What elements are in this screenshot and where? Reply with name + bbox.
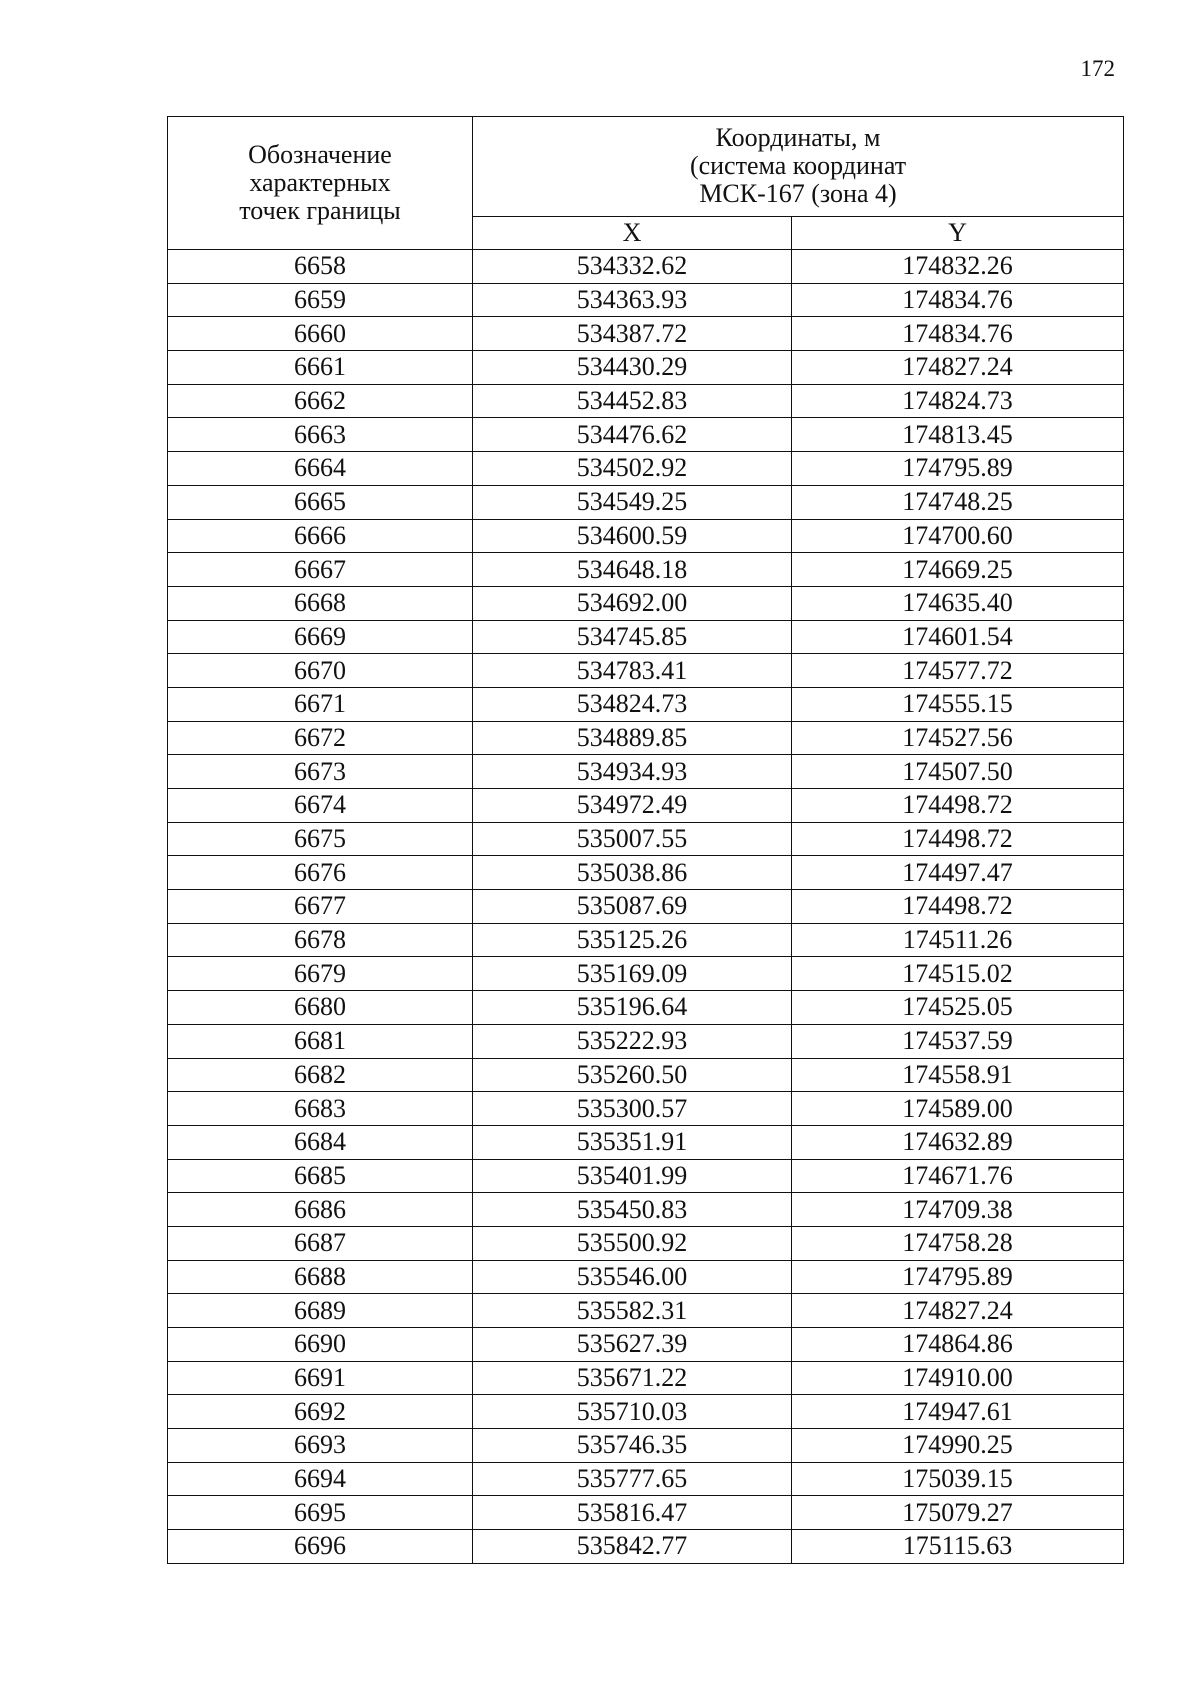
cell-x: 535842.77: [473, 1530, 792, 1564]
cell-point: 6664: [168, 452, 473, 486]
table-row: [168, 687, 1124, 721]
table-row: [168, 1429, 1124, 1463]
table-row: [168, 1058, 1124, 1092]
table-row: [168, 1226, 1124, 1260]
cell-point: 6692: [168, 1395, 473, 1429]
cell-x: 535087.69: [473, 890, 792, 924]
cell-point: 6695: [168, 1496, 473, 1530]
table-row: [168, 789, 1124, 823]
cell-y: 174635.40: [792, 586, 1124, 620]
cell-x: 535777.65: [473, 1462, 792, 1496]
cell-x: 535500.92: [473, 1226, 792, 1260]
cell-point: 6677: [168, 890, 473, 924]
header-designation-line-3: точек границы: [239, 196, 401, 225]
cell-x: 535125.26: [473, 923, 792, 957]
cell-y: 174498.72: [792, 789, 1124, 823]
cell-x: 535007.55: [473, 822, 792, 856]
cell-y: 174832.26: [792, 250, 1124, 284]
table-row: [168, 991, 1124, 1025]
cell-point: 6658: [168, 250, 473, 284]
cell-y: 175039.15: [792, 1462, 1124, 1496]
table-row: [168, 620, 1124, 654]
cell-x: 535260.50: [473, 1058, 792, 1092]
table-row: [168, 1530, 1124, 1564]
cell-point: 6680: [168, 991, 473, 1025]
cell-point: 6668: [168, 586, 473, 620]
cell-x: 535816.47: [473, 1496, 792, 1530]
table-row: [168, 317, 1124, 351]
cell-point: 6659: [168, 283, 473, 317]
table-row: [168, 1159, 1124, 1193]
cell-y: 174748.25: [792, 485, 1124, 519]
cell-point: 6696: [168, 1530, 473, 1564]
table-row: [168, 283, 1124, 317]
table-row: [168, 250, 1124, 284]
cell-y: 174632.89: [792, 1125, 1124, 1159]
cell-x: 534824.73: [473, 687, 792, 721]
cell-x: 535582.31: [473, 1294, 792, 1328]
cell-x: 534430.29: [473, 351, 792, 385]
cell-y: 174827.24: [792, 1294, 1124, 1328]
table-row: [168, 519, 1124, 553]
table-row: [168, 553, 1124, 587]
cell-x: 535546.00: [473, 1260, 792, 1294]
cell-point: 6663: [168, 418, 473, 452]
cell-point: 6671: [168, 687, 473, 721]
cell-x: 535746.35: [473, 1429, 792, 1463]
cell-x: 534600.59: [473, 519, 792, 553]
header-coords-line-2: (система координат: [689, 151, 907, 181]
cell-y: 174758.28: [792, 1226, 1124, 1260]
cell-x: 535627.39: [473, 1328, 792, 1362]
cell-y: 174990.25: [792, 1429, 1124, 1463]
table-row: [168, 1462, 1124, 1496]
cell-x: 534889.85: [473, 721, 792, 755]
table-row: [168, 1361, 1124, 1395]
cell-x: 535222.93: [473, 1024, 792, 1058]
table-row: [168, 923, 1124, 957]
header-point-designation: [168, 117, 473, 250]
cell-point: 6674: [168, 789, 473, 823]
cell-point: 6679: [168, 957, 473, 991]
cell-point: 6694: [168, 1462, 473, 1496]
page-number: 172: [1080, 56, 1115, 81]
cell-point: 6685: [168, 1159, 473, 1193]
header-coords-line-1: Координаты, м: [715, 123, 881, 153]
cell-point: 6676: [168, 856, 473, 890]
cell-y: 174669.25: [792, 553, 1124, 587]
cell-y: 174558.91: [792, 1058, 1124, 1092]
cell-y: 174515.02: [792, 957, 1124, 991]
cell-x: 534363.93: [473, 283, 792, 317]
cell-y: 174709.38: [792, 1193, 1124, 1227]
cell-point: 6666: [168, 519, 473, 553]
cell-y: 174537.59: [792, 1024, 1124, 1058]
cell-y: 174910.00: [792, 1361, 1124, 1395]
table-row: [168, 418, 1124, 452]
cell-x: 534692.00: [473, 586, 792, 620]
cell-x: 535169.09: [473, 957, 792, 991]
table-row: [168, 1260, 1124, 1294]
table-row: [168, 1125, 1124, 1159]
cell-y: 174671.76: [792, 1159, 1124, 1193]
cell-point: 6667: [168, 553, 473, 587]
cell-point: 6691: [168, 1361, 473, 1395]
cell-point: 6690: [168, 1328, 473, 1362]
table-row: [168, 1193, 1124, 1227]
cell-y: 174589.00: [792, 1092, 1124, 1126]
cell-x: 534332.62: [473, 250, 792, 284]
cell-y: 174834.76: [792, 317, 1124, 351]
cell-point: 6686: [168, 1193, 473, 1227]
header-coords-line-3: МСК-167 (зона 4): [699, 179, 897, 209]
cell-point: 6684: [168, 1125, 473, 1159]
table-row: [168, 1294, 1124, 1328]
table-row: [168, 351, 1124, 385]
cell-x: 534549.25: [473, 485, 792, 519]
table-row: [168, 721, 1124, 755]
table-row: [168, 890, 1124, 924]
cell-y: 174527.56: [792, 721, 1124, 755]
table-row: [168, 822, 1124, 856]
cell-x: 535401.99: [473, 1159, 792, 1193]
cell-x: 535196.64: [473, 991, 792, 1025]
cell-x: 534745.85: [473, 620, 792, 654]
header-designation-line-2: характерных: [249, 168, 391, 197]
table-row: [168, 452, 1124, 486]
cell-x: 534972.49: [473, 789, 792, 823]
header-coordinates: [473, 117, 1124, 217]
table-row: [168, 1024, 1124, 1058]
cell-point: 6661: [168, 351, 473, 385]
cell-y: 174497.47: [792, 856, 1124, 890]
cell-y: 175115.63: [792, 1530, 1124, 1564]
header-y: Y: [792, 216, 1124, 249]
table-row: [168, 856, 1124, 890]
cell-x: 534502.92: [473, 452, 792, 486]
cell-x: 534452.83: [473, 384, 792, 418]
cell-x: 534387.72: [473, 317, 792, 351]
cell-point: 6688: [168, 1260, 473, 1294]
cell-y: 175079.27: [792, 1496, 1124, 1530]
cell-point: 6665: [168, 485, 473, 519]
cell-y: 174601.54: [792, 620, 1124, 654]
header-x: X: [473, 216, 792, 249]
cell-x: 534648.18: [473, 553, 792, 587]
cell-y: 174834.76: [792, 283, 1124, 317]
cell-y: 174577.72: [792, 654, 1124, 688]
cell-point: 6681: [168, 1024, 473, 1058]
table-row: [168, 755, 1124, 789]
cell-x: 534783.41: [473, 654, 792, 688]
cell-y: 174555.15: [792, 687, 1124, 721]
table-header: [168, 117, 1124, 250]
table-row: [168, 957, 1124, 991]
cell-point: 6669: [168, 620, 473, 654]
cell-point: 6670: [168, 654, 473, 688]
table-row: [168, 1395, 1124, 1429]
cell-y: 174525.05: [792, 991, 1124, 1025]
cell-point: 6678: [168, 923, 473, 957]
table-row: [168, 384, 1124, 418]
cell-point: 6687: [168, 1226, 473, 1260]
cell-y: 174498.72: [792, 822, 1124, 856]
table-row: [168, 586, 1124, 620]
cell-point: 6662: [168, 384, 473, 418]
table-row: [168, 1092, 1124, 1126]
cell-y: 174795.89: [792, 452, 1124, 486]
cell-y: 174947.61: [792, 1395, 1124, 1429]
cell-x: 535450.83: [473, 1193, 792, 1227]
cell-point: 6683: [168, 1092, 473, 1126]
table-row: [168, 1496, 1124, 1530]
cell-y: 174511.26: [792, 923, 1124, 957]
cell-y: 174498.72: [792, 890, 1124, 924]
cell-y: 174824.73: [792, 384, 1124, 418]
table-body: [168, 250, 1124, 1564]
cell-x: 535671.22: [473, 1361, 792, 1395]
table-row: [168, 654, 1124, 688]
cell-y: 174827.24: [792, 351, 1124, 385]
cell-point: 6675: [168, 822, 473, 856]
cell-x: 535710.03: [473, 1395, 792, 1429]
coordinates-table: [167, 116, 1124, 1564]
table-row: [168, 485, 1124, 519]
cell-x: 535351.91: [473, 1125, 792, 1159]
cell-point: 6693: [168, 1429, 473, 1463]
header-designation-line-1: Обозначение: [248, 140, 392, 169]
cell-y: 174864.86: [792, 1328, 1124, 1362]
cell-point: 6660: [168, 317, 473, 351]
cell-x: 535038.86: [473, 856, 792, 890]
cell-point: 6682: [168, 1058, 473, 1092]
cell-x: 535300.57: [473, 1092, 792, 1126]
cell-y: 174507.50: [792, 755, 1124, 789]
cell-point: 6689: [168, 1294, 473, 1328]
cell-y: 174700.60: [792, 519, 1124, 553]
cell-point: 6673: [168, 755, 473, 789]
cell-point: 6672: [168, 721, 473, 755]
cell-y: 174813.45: [792, 418, 1124, 452]
cell-x: 534476.62: [473, 418, 792, 452]
cell-x: 534934.93: [473, 755, 792, 789]
table-row: [168, 1328, 1124, 1362]
cell-y: 174795.89: [792, 1260, 1124, 1294]
